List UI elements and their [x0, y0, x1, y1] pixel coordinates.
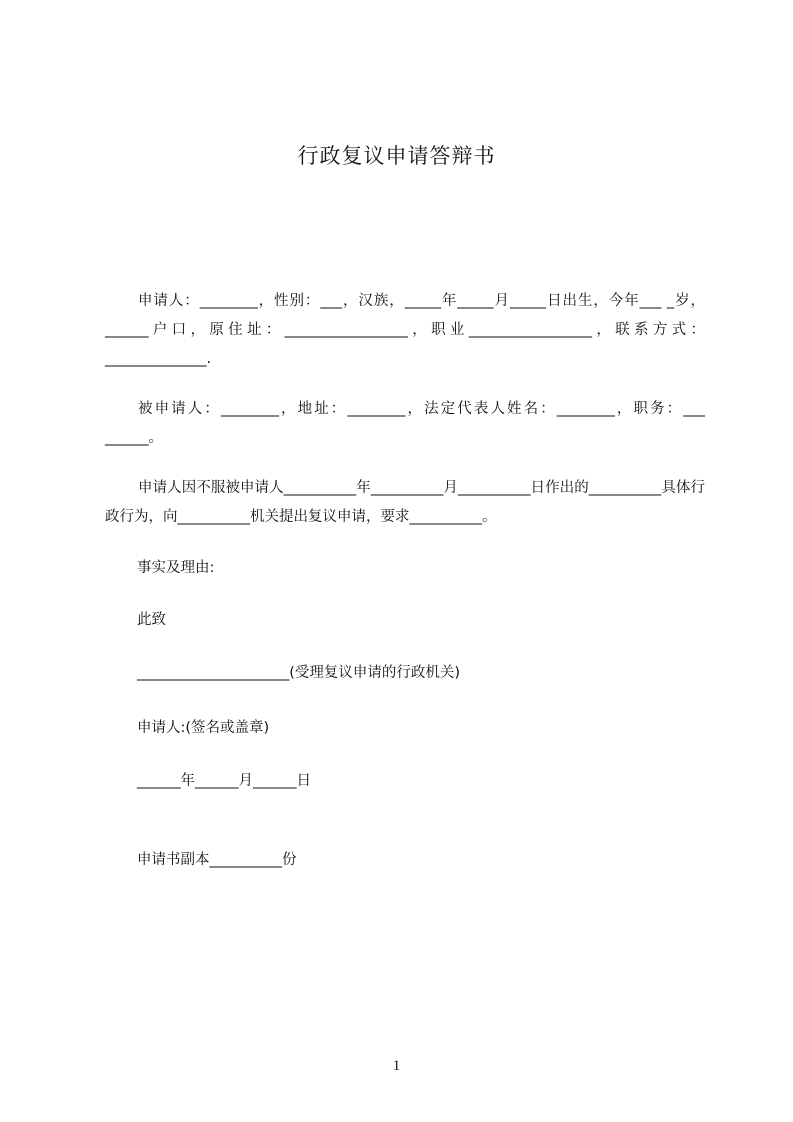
- facts-and-reasons-label: 事实及理由:: [137, 560, 215, 576]
- applicant-info-paragraph: 申请人：________，性别：___，汉族，_____年_____月_____日出生，今年___ _岁，______户口，原住址：_________________，职业_________________，联系方式：______________.: [105, 293, 705, 367]
- page-number: 1: [392, 1058, 401, 1074]
- date-line: ______年______月______日: [137, 773, 311, 789]
- document-title: 行政复议申请答辩书: [297, 144, 496, 168]
- copies-line: 申请书副本__________份: [137, 852, 297, 868]
- applicant-signature-line: 申请人:(签名或盖章): [137, 720, 270, 736]
- salutation: 此致: [137, 612, 166, 628]
- recipient-agency-line: _____________________(受理复议申请的行政机关): [137, 665, 461, 681]
- respondent-info-paragraph: 被申请人：________，地址：________，法定代表人姓名：________，职务：___ ______。: [105, 401, 705, 446]
- review-request-paragraph: 申请人因不服被申请人__________年__________月__________日作出的__________具体行政行为，向__________机关提出复议申请，要求__________。: [105, 480, 705, 525]
